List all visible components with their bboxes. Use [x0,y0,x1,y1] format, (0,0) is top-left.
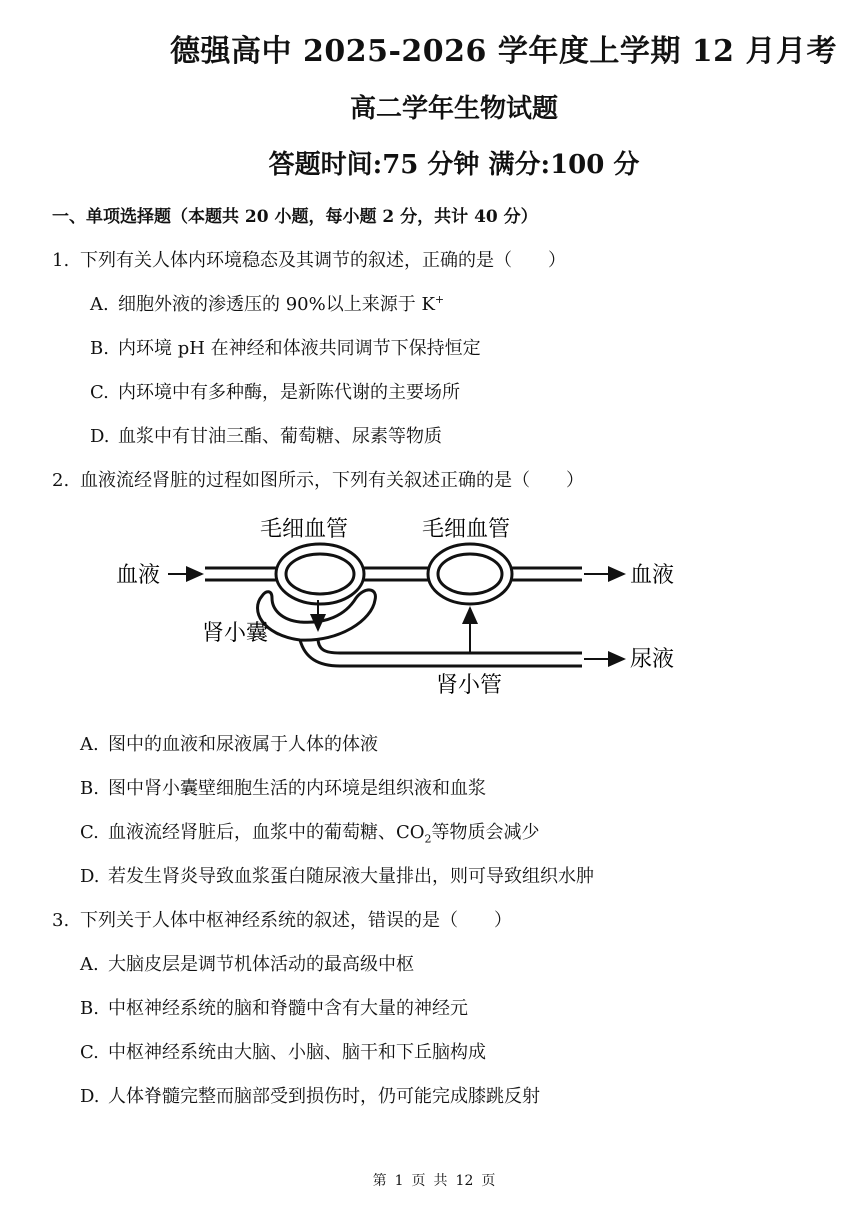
option-text: 大脑皮层是调节机体活动的最高级中枢 [108,954,414,975]
page-footer [0,1170,868,1190]
glomerulus-inner [286,554,354,594]
question-3-option-a [80,950,414,976]
question-2-option-c [80,818,540,846]
question-1-stem [52,246,566,272]
question-text: 下列关于人体中枢神经系统的叙述，错误的是（ ） [80,910,512,931]
option-text: 人体脊髓完整而脑部受到损伤时，仍可能完成膝跳反射 [108,1086,540,1107]
renal-tubule-upper [318,638,582,653]
question-3-option-c [80,1038,486,1064]
option-text: 内环境 pH 在神经和体液共同调节下保持恒定 [118,338,481,359]
superscript: + [434,293,445,306]
exam-subtitle: 高二学年生物试题 [349,94,558,124]
label-capillary-1: 毛细血管 [260,517,349,542]
question-1-option-c [90,378,460,404]
question-number: 2. [52,470,70,491]
exam-info: 答题时间:75 分钟 满分:100 分 [268,150,640,180]
question-3-option-b [80,994,468,1020]
question-2-option-d [80,862,594,888]
option-text: 血液流经肾脏后，血浆中的葡萄糖、CO [108,822,425,843]
option-text: 若发生肾炎导致血浆蛋白随尿液大量排出，则可导致组织水肿 [108,866,594,887]
footer-text: 页 [481,1173,496,1189]
question-2-option-a [80,730,378,756]
page-number: 1 [394,1173,404,1189]
kidney-diagram [0,500,868,710]
option-text: 中枢神经系统的脑和脊髓中含有大量的神经元 [108,998,468,1019]
option-label: D. [90,426,110,447]
total-pages: 12 [455,1173,474,1189]
option-label: B. [80,998,99,1019]
label-capillary-2: 毛细血管 [422,517,511,542]
question-1-option-a [90,290,444,316]
option-text: 细胞外液的渗透压的 90%以上来源于 K [118,294,435,315]
label-capsule: 肾小囊 [202,621,269,646]
option-text: 中枢神经系统由大脑、小脑、脑干和下丘脑构成 [108,1042,486,1063]
question-number: 3. [52,910,70,931]
option-label: B. [80,778,99,799]
question-3-stem [52,906,512,932]
question-3-option-d [80,1082,540,1108]
label-blood-in: 血液 [116,563,161,588]
option-label: A. [90,294,109,315]
footer-text: 第 [372,1173,387,1189]
option-text: 图中的血液和尿液属于人体的体液 [108,734,378,755]
renal-capsule [258,590,376,640]
footer-text: 页 [411,1173,426,1189]
option-text: 内环境中有多种酶，是新陈代谢的主要场所 [118,382,460,403]
option-text-cont: 等物质会减少 [431,822,540,843]
question-2-stem [52,466,584,492]
option-label: D. [80,1086,100,1107]
footer-text: 共 [433,1173,448,1189]
option-label: A. [80,954,99,975]
option-label: C. [80,822,99,843]
subscript: 2 [424,832,432,846]
exam-title: 德强高中 2025-2026 学年度上学期 12 月月考 [170,34,837,69]
label-blood-out: 血液 [630,563,675,588]
option-text: 血浆中有甘油三酯、葡萄糖、尿素等物质 [118,426,442,447]
question-text: 下列有关人体内环境稳态及其调节的叙述，正确的是（ ） [80,250,566,271]
question-text: 血液流经肾脏的过程如图所示，下列有关叙述正确的是（ ） [80,470,584,491]
question-1-option-d [90,422,442,448]
question-number: 1. [52,250,70,271]
question-2-option-b [80,774,486,800]
option-text: 图中肾小囊壁细胞生活的内环境是组织液和血浆 [108,778,486,799]
option-label: D. [80,866,100,887]
question-1-option-b [90,334,481,360]
label-tubule: 肾小管 [436,673,503,698]
option-label: A. [80,734,99,755]
section-heading: 一、单项选择题（本题共 20 小题，每小题 2 分，共计 40 分） [52,207,538,227]
label-urine: 尿液 [630,647,675,672]
option-label: C. [80,1042,99,1063]
capillary-2-inner [438,554,502,594]
option-label: B. [90,338,109,359]
option-label: C. [90,382,109,403]
